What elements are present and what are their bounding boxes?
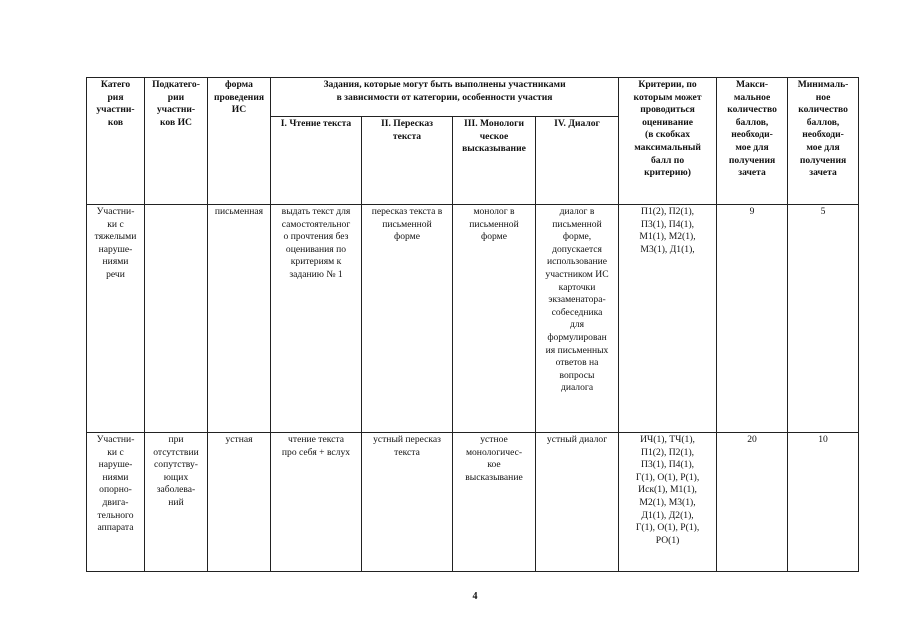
text-line: чтение текста bbox=[288, 434, 344, 445]
header-task-reading bbox=[271, 117, 362, 205]
text-line: использование bbox=[546, 256, 608, 268]
text-line: диалога bbox=[560, 382, 594, 394]
text-line: диалог в bbox=[559, 206, 595, 217]
text-line: баллов, bbox=[735, 116, 769, 128]
text-line: участни- bbox=[156, 104, 196, 116]
text-line: форме bbox=[394, 231, 420, 243]
text-line: допускается bbox=[552, 243, 602, 255]
text-line: тельного bbox=[97, 509, 134, 521]
header-min-score bbox=[788, 78, 859, 205]
text-line: кое bbox=[487, 459, 501, 471]
cell-form bbox=[208, 433, 271, 572]
text-line: устный пересказ bbox=[373, 434, 441, 445]
cell-task-dialogue bbox=[536, 205, 619, 433]
table-row bbox=[87, 205, 859, 433]
text-line: Участни- bbox=[96, 434, 135, 445]
text-line: получения bbox=[799, 154, 847, 166]
text-line: о прочтения без bbox=[283, 231, 349, 243]
cell-task-monologue bbox=[453, 205, 536, 433]
cell-criteria bbox=[619, 205, 717, 433]
text-line: (в скобках bbox=[645, 129, 691, 141]
text-line: текста bbox=[392, 130, 422, 142]
text-line: ное bbox=[815, 91, 831, 103]
text-line: количество bbox=[727, 104, 777, 116]
text-line: карточки bbox=[558, 281, 596, 293]
text-line: устная bbox=[225, 434, 253, 445]
header-form bbox=[208, 78, 271, 205]
text-line: П3(1), П4(1), bbox=[641, 218, 695, 230]
page-number: 4 bbox=[472, 591, 478, 602]
cell-task-retelling bbox=[362, 433, 453, 572]
text-line: письменной bbox=[469, 218, 519, 230]
text-line: экзаменатора- bbox=[548, 294, 606, 306]
text-line: отсутствии bbox=[153, 446, 199, 458]
text-line: зачета bbox=[738, 167, 766, 179]
text-line: участни- bbox=[96, 104, 135, 116]
text-line: форма bbox=[225, 79, 253, 90]
text-line: ниями bbox=[102, 256, 129, 268]
header-max-score bbox=[717, 78, 788, 205]
text-line: Г(1), О(1), Р(1), bbox=[635, 471, 700, 483]
text-line: письменной bbox=[382, 218, 432, 230]
header-subcategory bbox=[145, 78, 208, 205]
text-line: ющих bbox=[163, 471, 189, 483]
text-line: опорно- bbox=[99, 484, 132, 496]
text-line: баллов, bbox=[806, 116, 840, 128]
cell-category bbox=[87, 433, 145, 572]
text-line: мальное bbox=[733, 91, 771, 103]
text-line: наруше- bbox=[98, 459, 133, 471]
cell-min-score: 10 bbox=[788, 433, 859, 572]
text-line: ческое bbox=[479, 130, 509, 142]
text-line: самостоятельног bbox=[281, 218, 351, 230]
text-line: зачета bbox=[809, 167, 837, 179]
text-line: ков ИС bbox=[160, 116, 192, 128]
text-line: двига- bbox=[102, 496, 129, 508]
text-line: критерию) bbox=[644, 167, 691, 179]
text-line: монологичес- bbox=[465, 446, 523, 458]
text-line: в зависимости от категории, особенности участия bbox=[336, 91, 553, 103]
text-line: М1(1), М2(1), bbox=[639, 231, 696, 243]
cell-subcategory bbox=[145, 433, 208, 572]
text-line: I. Чтение текста bbox=[280, 118, 352, 129]
participants-table bbox=[86, 77, 859, 572]
cell-task-retelling bbox=[362, 205, 453, 433]
cell-max-score: 20 bbox=[717, 433, 788, 572]
cell-task-monologue bbox=[453, 433, 536, 572]
header-task-monologue bbox=[453, 117, 536, 205]
text-line: ИС bbox=[231, 104, 247, 116]
text-line: Минималь- bbox=[797, 79, 849, 90]
text-line: формулирован bbox=[547, 331, 607, 343]
text-line: количество bbox=[798, 104, 848, 116]
text-line: III. Монологи bbox=[464, 118, 524, 129]
text-line: форме bbox=[481, 231, 507, 243]
cell-criteria bbox=[619, 433, 717, 572]
text-line: РО(1) bbox=[655, 534, 680, 546]
text-line: Д1(1), Д2(1), bbox=[641, 509, 694, 521]
text-line: оценивание bbox=[642, 116, 694, 128]
text-line: мое для bbox=[806, 141, 840, 153]
text-line: П3(1), П4(1), bbox=[641, 459, 695, 471]
cell-form bbox=[208, 205, 271, 433]
header-category bbox=[87, 78, 145, 205]
text-line: рии bbox=[167, 91, 185, 103]
text-line: заболева- bbox=[156, 484, 196, 496]
cell-category bbox=[87, 205, 145, 433]
text-line: М3(1), Д1(1), bbox=[640, 243, 695, 255]
text-line: рия bbox=[107, 91, 124, 103]
cell-min-score: 5 bbox=[788, 205, 859, 433]
text-line: наруше- bbox=[98, 243, 133, 255]
text-line: оценивания по bbox=[285, 243, 347, 255]
text-line: аппарата bbox=[97, 522, 134, 534]
text-line: критериям к bbox=[290, 256, 342, 268]
header-task-dialogue bbox=[536, 117, 619, 205]
text-line: необходи- bbox=[731, 129, 773, 141]
text-line: устное bbox=[480, 434, 508, 445]
text-line: Задания, которые могут быть выполнены участниками bbox=[323, 79, 566, 90]
table-row bbox=[87, 433, 859, 572]
text-line: IV. Диалог bbox=[554, 118, 600, 129]
text-line: мое для bbox=[735, 141, 769, 153]
text-line: которым может bbox=[633, 91, 702, 103]
text-line: речи bbox=[106, 268, 125, 280]
text-line: форме, bbox=[562, 231, 592, 243]
text-line: сопутству- bbox=[154, 459, 198, 471]
text-line: ниями bbox=[102, 471, 129, 483]
text-line: собеседника bbox=[551, 306, 603, 318]
text-line: Катего bbox=[100, 79, 131, 90]
cell-subcategory bbox=[145, 205, 208, 433]
cell-task-reading bbox=[271, 433, 362, 572]
text-line: письменная bbox=[214, 206, 264, 217]
text-line: при bbox=[168, 434, 184, 445]
text-line: пересказ текста в bbox=[371, 206, 443, 217]
text-line: ков bbox=[107, 116, 124, 128]
text-line: проведения bbox=[213, 91, 265, 103]
header-task-retelling bbox=[362, 117, 453, 205]
text-line: Иск(1), М1(1), bbox=[638, 484, 697, 496]
cell-task-dialogue bbox=[536, 433, 619, 572]
text-line: ки с bbox=[107, 218, 124, 230]
text-line: Участни- bbox=[96, 206, 135, 217]
text-line: вопросы bbox=[559, 369, 595, 381]
text-line: необходи- bbox=[802, 129, 844, 141]
text-line: максимальный bbox=[634, 141, 701, 153]
text-line: ия письменных bbox=[545, 344, 609, 356]
cell-max-score: 9 bbox=[717, 205, 788, 433]
text-line: ответов на bbox=[555, 357, 599, 369]
text-line: устный диалог bbox=[546, 434, 608, 445]
text-line: ний bbox=[168, 496, 184, 508]
text-line: Подкатего- bbox=[152, 79, 200, 90]
text-line: проводиться bbox=[640, 104, 695, 116]
text-line: участником ИС bbox=[545, 268, 609, 280]
header-tasks-title bbox=[271, 78, 619, 117]
text-line: Г(1), О(1), Р(1), bbox=[635, 522, 700, 534]
text-line: балл по bbox=[650, 154, 685, 166]
text-line: ки с bbox=[107, 446, 124, 458]
text-line: М2(1), М3(1), bbox=[639, 496, 696, 508]
text-line: П1(2), П2(1), bbox=[641, 206, 695, 217]
cell-task-reading bbox=[271, 205, 362, 433]
text-line: текста bbox=[394, 446, 420, 458]
text-line: П1(2), П2(1), bbox=[641, 446, 695, 458]
text-line: высказывание bbox=[462, 143, 526, 155]
text-line: для bbox=[569, 319, 585, 331]
text-line: письменной bbox=[552, 218, 602, 230]
text-line: выдать текст для bbox=[281, 206, 351, 217]
header-criteria bbox=[619, 78, 717, 205]
text-line: ИЧ(1), ТЧ(1), bbox=[640, 434, 695, 445]
text-line: Макси- bbox=[735, 79, 769, 90]
text-line: монолог в bbox=[473, 206, 515, 217]
text-line: II. Пересказ bbox=[381, 118, 433, 129]
text-line: тяжелыми bbox=[94, 231, 137, 243]
text-line: высказывание bbox=[465, 471, 523, 483]
text-line: заданию № 1 bbox=[289, 268, 343, 280]
text-line: Критерии, по bbox=[638, 79, 697, 90]
text-line: получения bbox=[728, 154, 776, 166]
text-line: про себя + вслух bbox=[281, 446, 351, 458]
